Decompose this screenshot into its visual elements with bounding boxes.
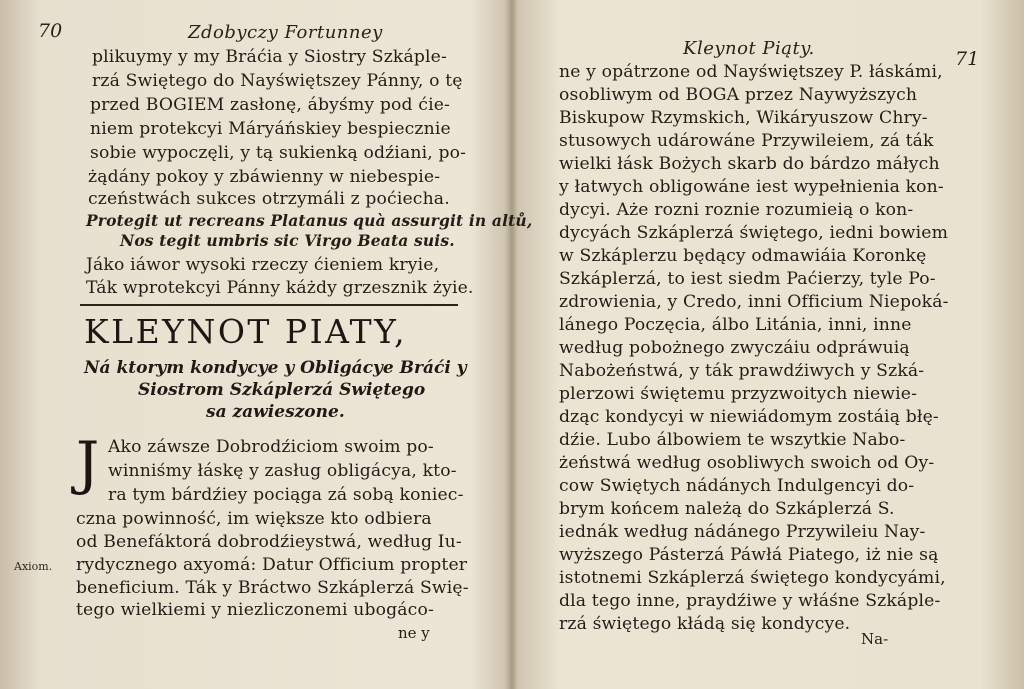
text-line: niem protekcyi Máryáńskiey bespiecznie [90, 119, 451, 139]
drop-cap: J [76, 429, 100, 497]
section-heading: KLEYNOT PIATY, [84, 312, 408, 351]
text-line: dźie. Lubo álbowiem te wszytkie Nabo- [559, 430, 906, 450]
text-line: dycyi. Aże rozni roznie rozumieią o kon- [559, 200, 914, 220]
text-line: żądány pokoy y zbáwienny w niebespie- [88, 167, 441, 187]
text-line: Biskupow Rzymskich, Wikáryuszow Chry- [559, 108, 928, 128]
text-line: wyższego Pásterzá Páwłá Piatego, iż nie są [559, 545, 939, 565]
text-line: winniśmy łáskę y zasług obligácya, kto- [108, 461, 457, 481]
text-line: czeństwách sukces otrzymáli z poćiecha. [88, 189, 450, 209]
latin-verse-line: Protegit ut recreans Platanus quà assurgit in altů, [86, 211, 533, 230]
text-line: plerzowi świętemu przyzwoitych niewie- [559, 384, 918, 404]
text-line: rzá Swiętego do Nayświętszey Pánny, o tę [92, 71, 463, 91]
text-line: rydycznego axyomá: Datur Officium propter [76, 555, 468, 575]
latin-verse-line: Nos tegit umbris sic Virgo Beata suis. [120, 231, 455, 250]
text-line: żeństwá według osobliwych swoich od Oy- [559, 453, 935, 473]
text-line: sobie wypoczęli, y tą sukienką odźiani, po- [90, 143, 467, 163]
text-line: y łatwych obligowáne iest wypełnienia kon- [559, 177, 944, 197]
text-line: przed BOGIEM zasłonę, ábyśmy pod ćie- [90, 95, 451, 115]
margin-note: Axiom. [14, 560, 53, 573]
text-line: Szkáplerzá, to iest siedm Paćierzy, tyle Po- [559, 269, 936, 289]
text-line: lánego Poczęcia, álbo Litánia, inni, inne [559, 315, 912, 335]
text-line: beneficium. Ták y Bráctwo Szkáplerzá Swię- [76, 578, 469, 598]
running-head-right: Kleynot Piąty. [683, 38, 815, 59]
text-line: osobliwym od BOGA przez Naywyższych [559, 85, 918, 105]
subheading-line: Ná ktorym kondycye y Obligácye Bráći y [84, 358, 467, 378]
section-rule [80, 304, 458, 306]
right-page [515, 0, 1024, 689]
subheading-line: Siostrom Szkáplerzá Swiętego [138, 380, 426, 400]
text-line: stusowych udárowáne Przywileiem, zá ták [559, 131, 934, 151]
subheading-line: sa zawieszone. [206, 402, 345, 422]
text-line: plikuymy y my Bráćia y Siostry Szkáple- [92, 47, 447, 67]
text-line: ne y opátrzone od Nayświętszey P. łáskámi, [559, 62, 943, 82]
text-line: dycyách Szkáplerzá świętego, iedni bowiem [559, 223, 949, 243]
text-line: brym końcem należą do Szkáplerzá S. [559, 499, 895, 519]
text-line: iednák według nádánego Przywileiu Nay- [559, 522, 926, 542]
catchword-left: ne y [398, 624, 430, 642]
text-line: ra tym bárdźiey pociąga zá sobą koniec- [108, 485, 464, 505]
text-line: czna powinność, im większe kto odbiera [76, 509, 432, 529]
text-line: istotnemi Szkáplerzá świętego kondycyámi, [559, 568, 946, 588]
text-line: dla tego inne, praydźiwe y włáśne Szkáple- [559, 591, 941, 611]
catchword-right: Na- [861, 630, 889, 648]
text-line: od Benefáktorá dobrodźieystwá, według Iu- [76, 532, 462, 552]
text-line: cow Swiętych nádánych Indulgencyi do- [559, 476, 915, 496]
text-line: zdrowienia, y Credo, inni Officium Niepoká- [559, 292, 949, 312]
text-line: tego wielkiemi y niezliczonemi ubogáco- [76, 600, 434, 620]
text-line: rzá świętego kłádą się kondycye. [559, 614, 851, 634]
running-head-left: Zdobyczy Fortunney [188, 22, 383, 43]
page-number-left: 70 [38, 20, 63, 42]
text-line: Ako záwsze Dobrodźiciom swoim po- [108, 437, 434, 457]
verse-line: Ták wprotekcyi Pánny káżdy grzesznik żyie. [86, 278, 474, 298]
text-line: w Szkáplerzu będący odmawiáia Koronkę [559, 246, 927, 266]
text-line: wielki łásk Bożych skarb do bárdzo máłych [559, 154, 940, 174]
page-number-right: 71 [955, 48, 980, 70]
verse-line: Jáko iáwor wysoki rzeczy ćieniem kryie, [86, 255, 440, 275]
text-line: dząc kondycyi w niewiádomym zostáią błę- [559, 407, 939, 427]
text-line: Nabożeństwá, y ták prawdźiwych y Szká- [559, 361, 925, 381]
text-line: według pobożnego zwyczáiu odpráwuią [559, 338, 910, 358]
